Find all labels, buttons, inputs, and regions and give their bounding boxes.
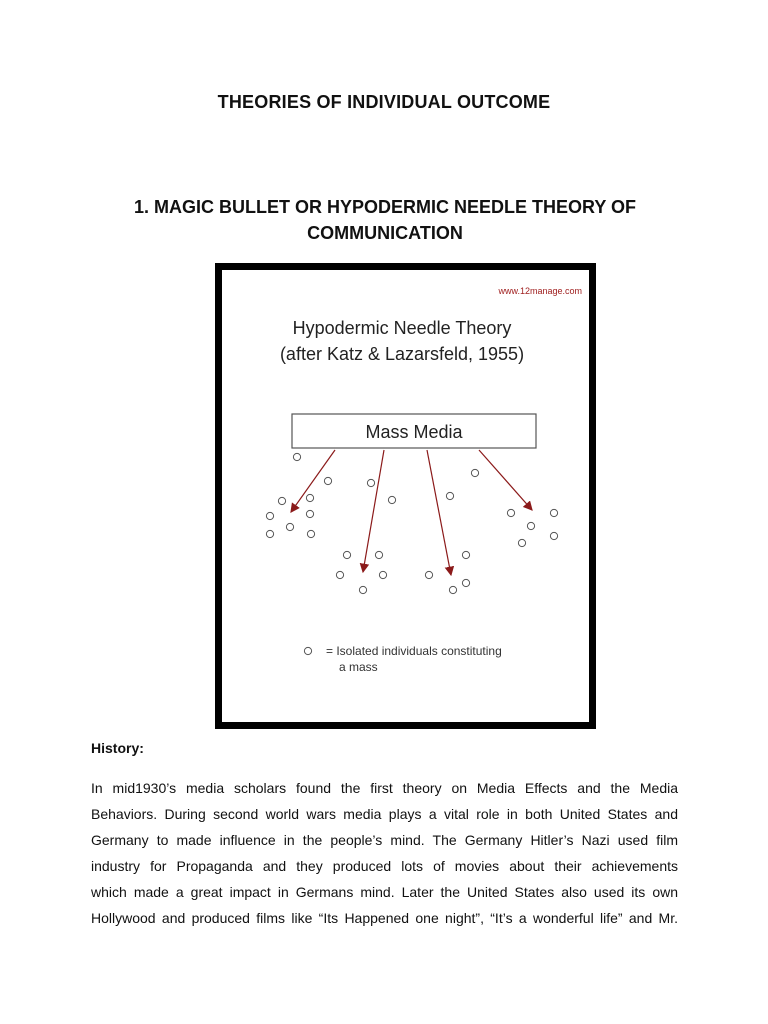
individual [293,453,300,460]
individual [471,469,478,476]
individual [306,510,313,517]
individual [462,579,469,586]
individual [306,494,313,501]
page-title: THEORIES OF INDIVIDUAL OUTCOME [217,92,551,112]
mass-media-label: Mass Media [365,422,463,442]
legend-individual-icon [304,647,311,654]
individual [336,571,343,578]
history-line-3: Germany to made influence in the people’s mind. The Germany Hitler’s Nazi used film [91,832,678,848]
individual [324,477,331,484]
history-paragraph [91,775,678,931]
section-heading-line-2: COMMUNICATION [307,223,463,243]
section-heading-line-1: 1. MAGIC BULLET OR HYPODERMIC NEEDLE THEORY OF [133,197,637,217]
needle-arrow-3 [427,450,451,575]
section-heading [90,194,680,246]
individual [550,532,557,539]
figure-watermark: www.12manage.com [498,286,582,296]
legend-line-1: = Isolated individuals constituting [326,644,502,658]
individual [388,496,395,503]
individual [449,586,456,593]
history-heading: History: [91,740,144,756]
needle-arrow-4 [479,450,532,510]
figure-diagram [222,270,589,722]
hypodermic-needle-figure [215,263,596,729]
legend-line-2: a mass [339,660,378,674]
individual [379,571,386,578]
history-line-4: industry for Propaganda and they produced lots of movies about their achievements [91,858,678,874]
history-line-1: In mid1930’s media scholars found the first theory on Media Effects and the Media [91,780,678,796]
individual [527,522,534,529]
individual [343,551,350,558]
individual [278,497,285,504]
figure-title-line-1: Hypodermic Needle Theory [292,318,512,338]
individual [359,586,366,593]
individual [286,523,293,530]
individual [462,551,469,558]
individual [550,509,557,516]
individual [266,530,273,537]
individual [518,539,525,546]
individual [425,571,432,578]
history-line-6: Hollywood and produced films like “Its Happened one night”, “It’s a wonderful life” and Mr. [91,910,678,926]
individual [375,551,382,558]
individual [307,530,314,537]
history-line-5: which made a great impact in Germans mind. Later the United States also used its own [91,884,678,900]
individuals-group [266,453,557,593]
figure-title-line-2: (after Katz & Lazarsfeld, 1955) [279,344,525,364]
individual [266,512,273,519]
history-line-2: Behaviors. During second world wars media plays a vital role in both United States and [91,806,678,822]
individual [446,492,453,499]
individual [367,479,374,486]
individual [507,509,514,516]
